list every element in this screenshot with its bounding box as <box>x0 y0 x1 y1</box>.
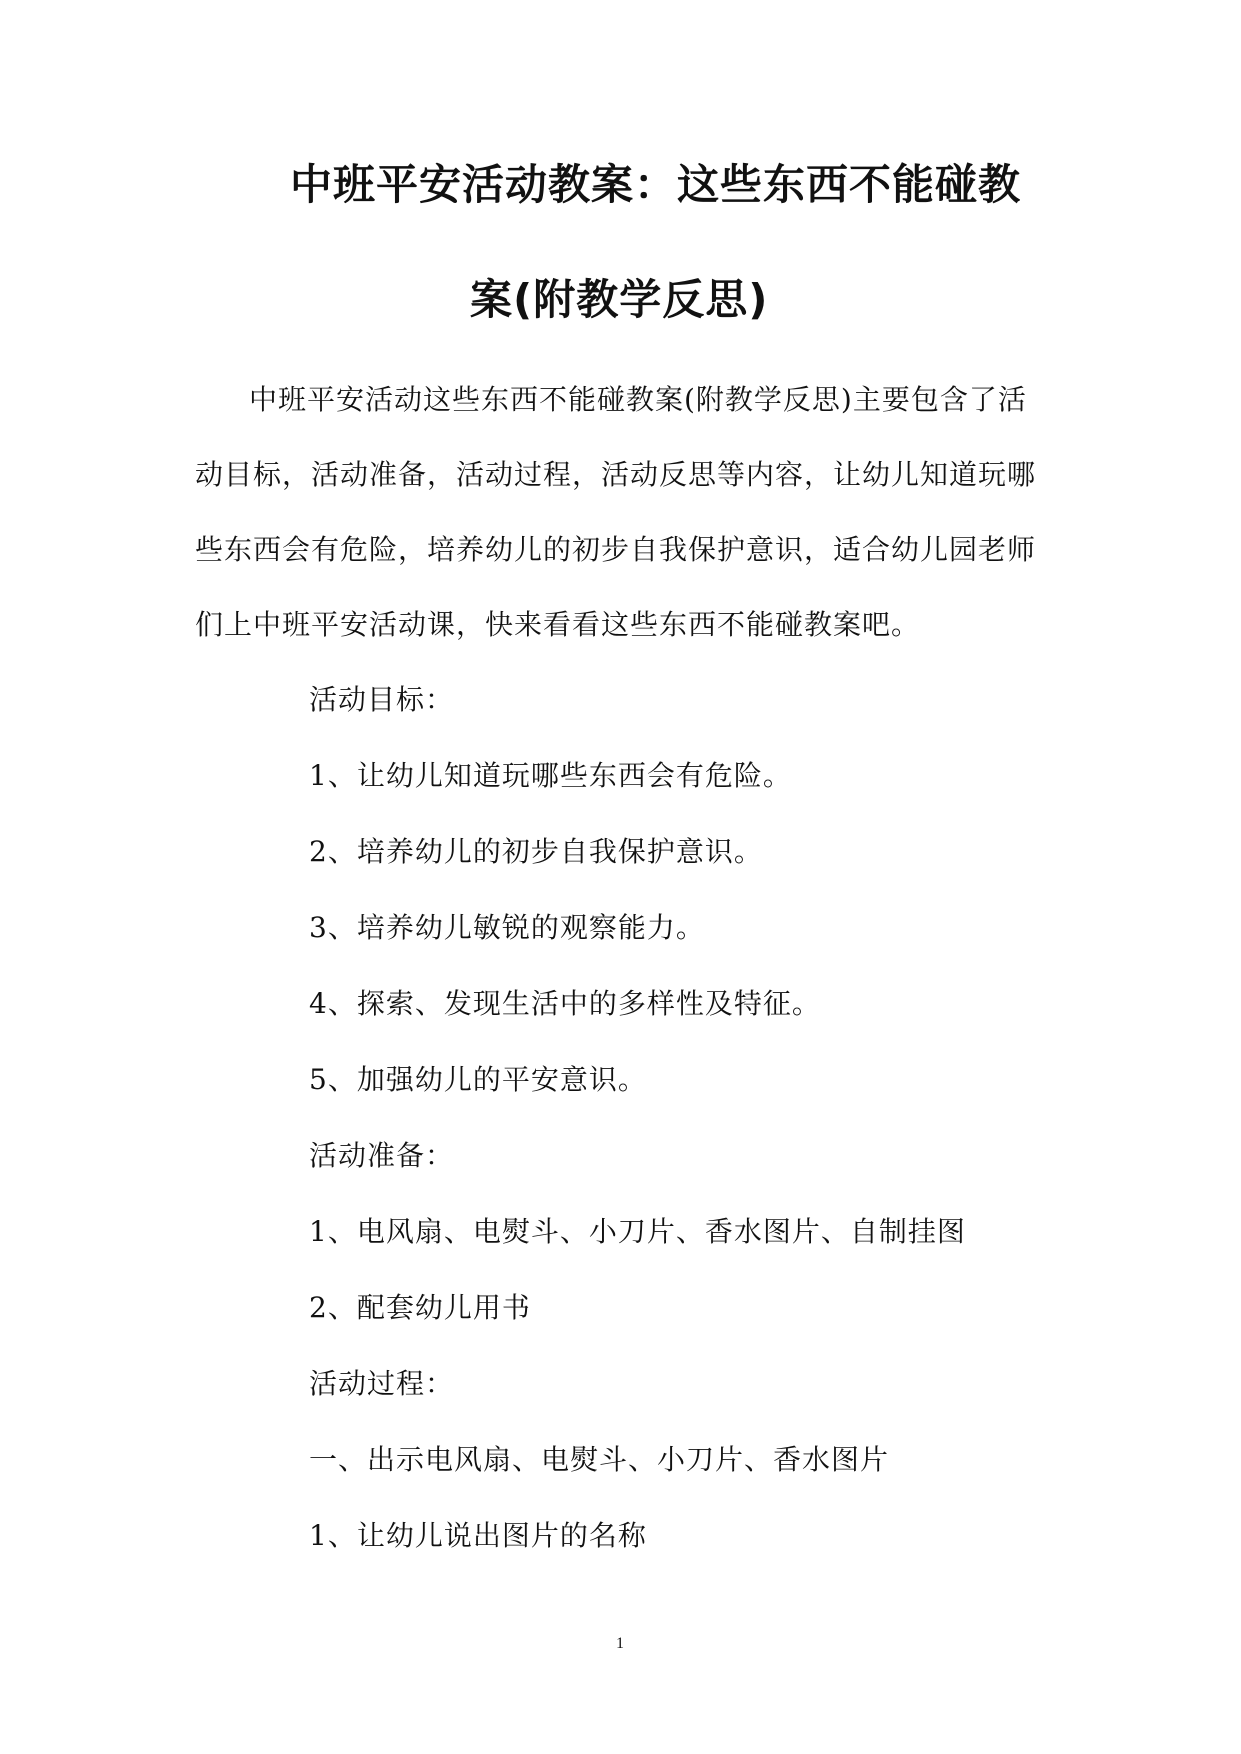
list-item: 一、出示电风扇、电熨斗、小刀片、香水图片 <box>309 1443 890 1476</box>
intro-line-4: 们上中班平安活动课，快来看看这些东西不能碰教案吧。 <box>195 608 921 641</box>
intro-line-2: 动目标，活动准备，活动过程，活动反思等内容，让幼儿知道玩哪 <box>195 458 1037 491</box>
list-item: 4、探索、发现生活中的多样性及特征。 <box>309 987 821 1020</box>
list-item: 5、加强幼儿的平安意识。 <box>309 1063 647 1096</box>
intro-line-1: 中班平安活动这些东西不能碰教案(附教学反思)主要包含了活 <box>249 383 1027 416</box>
intro-line-3: 些东西会有危险，培养幼儿的初步自我保护意识，适合幼儿园老师 <box>195 533 1037 566</box>
list-item: 2、配套幼儿用书 <box>309 1291 531 1324</box>
document-title-line-1: 中班平安活动教案：这些东西不能碰教 <box>290 160 1022 209</box>
list-item: 1、让幼儿知道玩哪些东西会有危险。 <box>309 759 792 792</box>
section-heading-process: 活动过程： <box>309 1367 455 1400</box>
page-number: 1 <box>616 1635 624 1652</box>
list-item: 3、培养幼儿敏锐的观察能力。 <box>309 911 705 944</box>
list-item: 1、让幼儿说出图片的名称 <box>309 1519 647 1552</box>
section-heading-preparation: 活动准备： <box>309 1139 455 1172</box>
list-item: 1、电风扇、电熨斗、小刀片、香水图片、自制挂图 <box>309 1215 966 1248</box>
list-item: 2、培养幼儿的初步自我保护意识。 <box>309 835 763 868</box>
section-heading-goals: 活动目标： <box>309 683 455 716</box>
document-title-line-2: 案(附教学反思) <box>470 275 769 324</box>
